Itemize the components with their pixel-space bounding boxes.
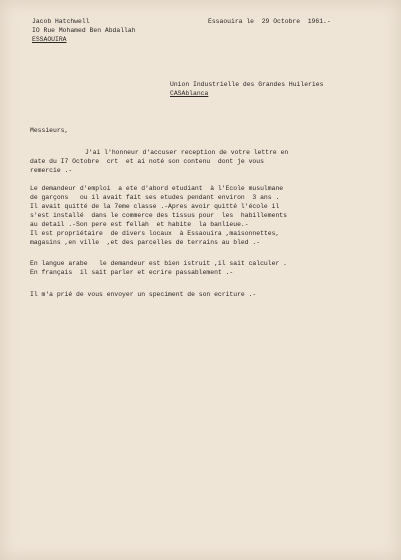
date-line: Essaouira le 29 Octobre 1961.- [208,18,331,25]
recipient-company: Union Industrielle des Grandes Huileries [170,81,324,88]
paragraph-2-line-6: Il est propriétaire de divers locaux à Essaouira ,maisonnettes, [30,230,280,237]
sender-city: ESSAOUIRA [32,36,67,43]
paragraph-3-line-2: En français il sait parler et ecrire passablement .- [30,269,234,276]
sender-address: IO Rue Mohamed Ben Abdallah [32,27,136,34]
paragraph-2-line-4: s'est installé dans le commerce des tissus pour les habillements [30,212,287,219]
paragraph-1-line-1: J'ai l'honneur d'accuser reception de votre lettre en [85,149,289,156]
paragraph-2-line-7: magasins ,en ville ,et des parcelles de terrains au bled .- [30,239,261,246]
paragraph-4-line-1: Il m'a prié de vous envoyer un speciment de son ecriture .- [30,291,257,298]
paragraph-1-line-2: date du I7 Octobre crt et ai noté son contenu dont je vous [30,158,264,165]
paragraph-2-line-5: au detail .-Son pere est fellah et habite la banlieue.- [30,221,249,228]
paragraph-1-line-3: remercie .- [30,167,73,174]
paragraph-2-line-2: de garçons ou il avait fait ses etudes pendant environ 3 ans . [30,194,280,201]
recipient-city: CASAblanca [170,90,209,97]
sender-name: Jacob Hatchwell [32,18,90,25]
salutation: Messieurs, [30,127,69,134]
paragraph-2-line-3: Il avait quitté de la 7eme classe .-Apres avoir quitté l'école il [30,203,280,210]
paragraph-2-line-1: Le demandeur d'emploi a ete d'abord etudiant à l'Ecole musulmane [30,185,284,192]
paragraph-3-line-1: En langue arabe le demandeur est bien istruit ,il sait calculer . [30,260,287,267]
